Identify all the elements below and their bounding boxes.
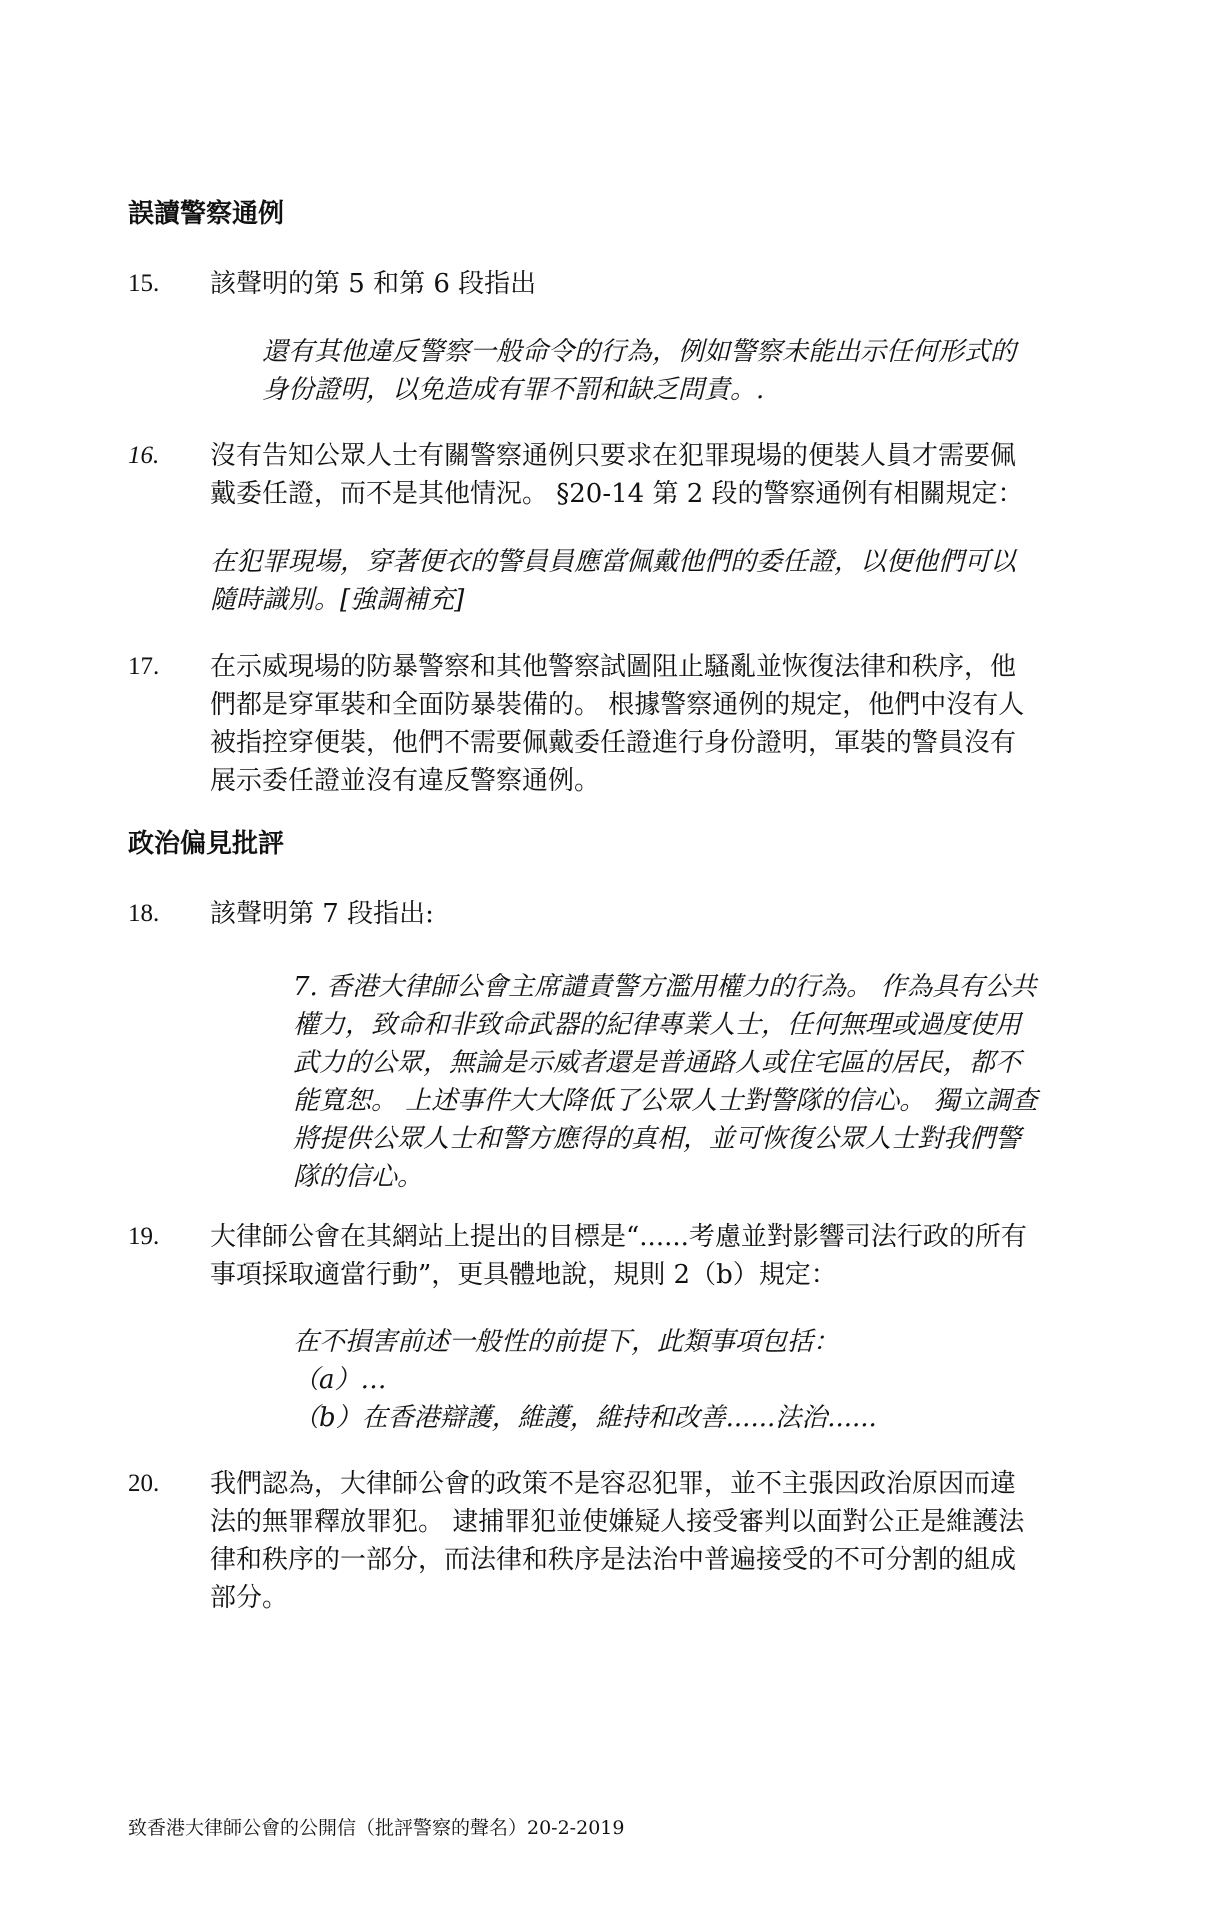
quote-line: 在不損害前述一般性的前提下，此類事項包括： (293, 1327, 840, 1357)
paragraph-number-15: 15. (128, 270, 160, 297)
paragraph-19-quote (293, 1323, 1090, 1437)
paragraph-number-17: 17. (128, 653, 160, 680)
paragraph-line: 我們認為，大律師公會的政策不是容忍犯罪，並不主張因政治原因而違 (210, 1469, 1017, 1499)
paragraph-line: 展示委任證並沒有違反警察通例。 (210, 766, 601, 796)
section-heading-political-bias: 政治偏見批評 (128, 829, 285, 859)
paragraph-line: 事項採取適當行動”，更具體地說，規則 2（b）規定： (210, 1260, 837, 1290)
quote-line: 將提供公眾人士和警方應得的真相，並可恢復公眾人士對我們警 (293, 1124, 1022, 1154)
quote-line: 隨時識別。[強調補充] (210, 585, 465, 615)
paragraph-line: 沒有告知公眾人士有關警察通例只要求在犯罪現場的便裝人員才需要佩 (210, 441, 1017, 471)
paragraph-line: 被指控穿便裝，他們不需要佩戴委任證進行身份證明，軍裝的警員沒有 (210, 728, 1017, 758)
paragraph-line: 該聲明第 7 段指出: (210, 899, 434, 929)
paragraph-17-text (210, 648, 1090, 800)
paragraph-line: 法的無罪釋放罪犯。 逮捕罪犯並使嫌疑人接受審判以面對公正是維護法 (210, 1507, 1025, 1537)
paragraph-line: 大律師公會在其網站上提出的目標是“......考慮並對影響司法行政的所有 (210, 1222, 1027, 1252)
quote-line: 7. 香港大律師公會主席譴責警方濫用權力的行為。 作為具有公共 (293, 972, 1037, 1002)
paragraph-number-19: 19. (128, 1223, 160, 1250)
section-heading-police-general-orders: 誤讀警察通例 (128, 199, 285, 229)
paragraph-15-quote (262, 333, 1090, 409)
paragraph-line: 在示威現場的防暴警察和其他警察試圖阻止騷亂並恢復法律和秩序，他 (210, 652, 1017, 682)
paragraph-line: 們都是穿軍裝和全面防暴裝備的。 根據警察通例的規定，他們中沒有人 (210, 690, 1025, 720)
paragraph-line: 部分。 (210, 1583, 289, 1613)
paragraph-16-quote (210, 543, 1090, 619)
paragraph-18-text (210, 895, 1090, 933)
quote-line: （a）… (293, 1365, 387, 1395)
quote-line: 權力，致命和非致命武器的紀律專業人士，任何無理或過度使用 (293, 1010, 1022, 1040)
paragraph-16-text (210, 437, 1090, 513)
quote-line: 身份證明，以免造成有罪不罰和缺乏問責。. (262, 375, 765, 405)
quote-line: 隊的信心。 (293, 1162, 424, 1192)
paragraph-line: 律和秩序的一部分，而法律和秩序是法治中普遍接受的不可分割的組成 (210, 1545, 1017, 1575)
paragraph-number-16: 16. (128, 442, 160, 469)
paragraph-20-text (210, 1465, 1090, 1617)
paragraph-number-20: 20. (128, 1470, 160, 1497)
paragraph-line: 該聲明的第 5 和第 6 段指出 (210, 269, 537, 299)
quote-line: 還有其他違反警察一般命令的行為，例如警察未能出示任何形式的 (262, 337, 1017, 367)
quote-line: 能寬恕。 上述事件大大降低了公眾人士對警隊的信心。 獨立調查 (293, 1086, 1038, 1116)
paragraph-19-text (210, 1218, 1090, 1294)
quote-line: （b）在香港辯護，維護，維持和改善......法治...... (293, 1403, 877, 1433)
paragraph-line: 戴委任證，而不是其他情況。 §20-14 第 2 段的警察通例有相關規定： (210, 479, 1024, 509)
quote-line: 在犯罪現場，穿著便衣的警員員應當佩戴他們的委任證，以便他們可以 (210, 547, 1017, 577)
quote-line: 武力的公眾，無論是示威者還是普通路人或住宅區的居民，都不 (293, 1048, 1022, 1078)
page-footer: 致香港大律師公會的公開信（批評警察的聲名）20-2-2019 (128, 1817, 625, 1839)
paragraph-18-quote (293, 968, 1090, 1196)
paragraph-number-18: 18. (128, 900, 160, 927)
paragraph-15-text (210, 265, 1090, 303)
